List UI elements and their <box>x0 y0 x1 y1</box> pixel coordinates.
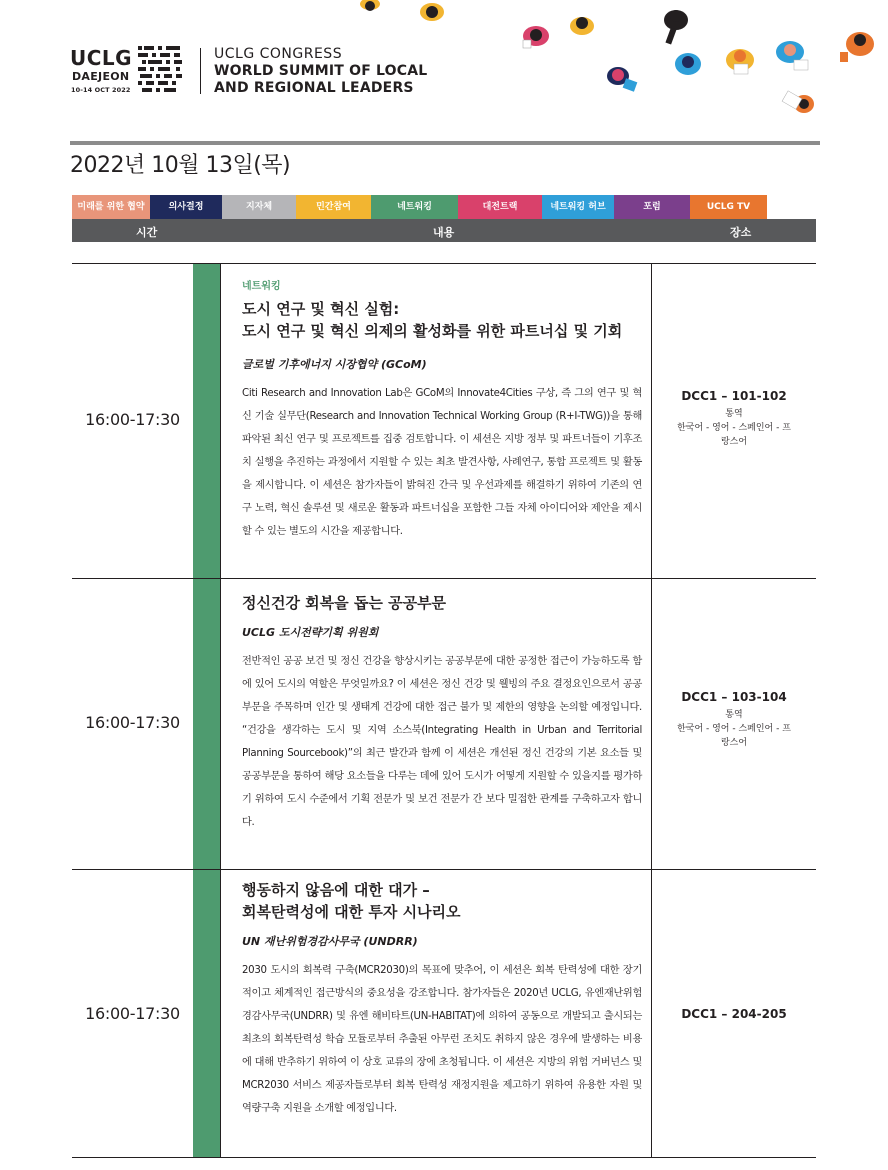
logo-pattern-icon <box>138 46 184 94</box>
session-description: 2030 도시의 회복력 구축(MCR2030)의 목표에 맞추어, 이 세션은 회복 탄력성에 대한 장기적이고 체계적인 접근방식의 중요성을 강조합니다. 참가자들은 2020년 UCLG, 유엔재난위험경감사무국(UNDRR) 및 유엔 해비타트(UN-HABITAT)에 의하여 공동으로 개발되고 출시되는 최초의 회복탄력성 학습 모듈로부터 추출된 아무런 조치도 취하지 않은 경우에 발생하는 비용에 대해 반추하기 위하여 이 상호 교류의 장에 초청됩니다. 이 세션은 지방의 위험 거버넌스 및 MCR2030 서비스 제공자들로부터 회복 탄력성 재정지원을 제고하기 위하여 유용한 자원 및 역량구축 지원을 소개할 예정입니다. <box>242 965 642 1114</box>
session-content <box>242 277 642 543</box>
person-figure-6 <box>664 10 688 45</box>
interpretation-languages: 한국어 - 영어 - 스페인어 - 프랑스어 <box>677 724 791 748</box>
session-row <box>72 263 816 578</box>
category-legend <box>72 195 767 219</box>
legend-tag-pact: 미래를 위한 협약 <box>72 195 150 219</box>
session-time: 16:00-17:30 <box>85 410 180 429</box>
session-row <box>72 869 816 1157</box>
person-figure-7 <box>675 53 701 75</box>
logo-city: DAEJEON <box>72 70 130 83</box>
session-row <box>72 578 816 869</box>
legend-tag-forum: 포럼 <box>614 195 690 219</box>
column-header-place: 장소 <box>730 226 752 239</box>
session-organizer: UN 재난위험경감사무국 (UNDRR) <box>242 935 418 948</box>
person-figure-4 <box>570 17 594 35</box>
session-time: 16:00-17:30 <box>85 713 180 732</box>
category-color-bar <box>193 579 220 869</box>
header-rule <box>70 141 820 145</box>
interpretation-label: 통역 <box>725 710 743 720</box>
category-color-bar <box>193 264 220 578</box>
session-title-line-1: 도시 연구 및 혁신 실험: <box>242 300 400 318</box>
person-figure-5 <box>607 67 637 92</box>
table-rule <box>72 1157 816 1158</box>
congress-line-2: WORLD SUMMIT OF LOCAL <box>214 63 428 79</box>
room-name: DCC1 – 103-104 <box>681 690 787 704</box>
session-time: 16:00-17:30 <box>85 1004 180 1023</box>
legend-tag-networking-hub: 네트워킹 허브 <box>542 195 614 219</box>
person-figure-11 <box>782 91 814 113</box>
column-header-bar <box>72 219 816 242</box>
column-divider <box>220 579 221 869</box>
person-figure-3 <box>523 26 549 48</box>
legend-tag-daejeon-track: 대전트랙 <box>458 195 542 219</box>
interpretation-label: 통역 <box>725 409 743 419</box>
column-header-time: 시간 <box>136 226 158 239</box>
room-name: DCC1 – 204-205 <box>681 1007 787 1021</box>
header-divider <box>200 48 201 94</box>
person-figure-1 <box>360 0 380 11</box>
person-figure-8 <box>726 49 754 74</box>
session-description: 전반적인 공공 보건 및 정신 건강을 향상시키는 공공부문에 대한 공정한 접근이 가능하도록 함에 있어 도시의 역할은 무엇일까요? 이 세션은 정신 건강 및 웰빙의 주요 결정요인으로서 공공부문을 주목하며 인간 및 생태계 건강에 대한 접근 불가 및 제한의 영향을 논의할 예정입니다. “건강을 생각하는 도시 및 지역 소스북(Integrating Health in Urban and Territorial Planning Sourcebook)”의 최근 발간과 함께 이 세션은 개선된 정신 건강의 기본 요소들 및 공공부문을 통하여 해당 요소들을 다루는 데에 있어 도시가 어떻게 지원할 수 있을지를 평가하기 위하여 도시 수준에서 기획 전문가 및 보건 전문가 간 보다 밀접한 관계를 구축하고자 합니다. <box>242 656 642 828</box>
session-category: 네트워킹 <box>242 281 281 292</box>
logo-date: 10-14 OCT 2022 <box>71 86 131 94</box>
person-figure-2 <box>420 3 444 21</box>
column-header-content: 내용 <box>433 226 455 239</box>
session-title-line-1: 정신건강 회복을 돕는 공공부문 <box>242 594 447 612</box>
session-room <box>652 1007 816 1021</box>
legend-tag-local-gov: 지자체 <box>222 195 296 219</box>
person-figure-9 <box>776 41 808 70</box>
congress-line-1: UCLG CONGRESS <box>214 46 343 62</box>
column-divider <box>220 870 221 1157</box>
session-organizer: 글로벌 기후에너지 시장협약 (GCoM) <box>242 358 427 371</box>
session-room <box>652 389 816 449</box>
people-illustration <box>340 0 888 125</box>
session-content <box>242 592 642 834</box>
session-title-line-2: 도시 연구 및 혁신 의제의 활성화를 위한 파트너십 및 기회 <box>242 322 623 340</box>
page-title: 2022년 10월 13일(목) <box>70 153 291 178</box>
logo-text: UCLG <box>70 46 133 70</box>
legend-tag-decision: 의사결정 <box>150 195 222 219</box>
legend-tag-networking: 네트워킹 <box>371 195 458 219</box>
congress-line-3: AND REGIONAL LEADERS <box>214 80 414 96</box>
session-organizer: UCLG 도시전략기획 위원회 <box>242 626 379 639</box>
session-title-line-2: 회복탄력성에 대한 투자 시나리오 <box>242 903 461 921</box>
category-color-bar <box>193 870 220 1157</box>
interpretation-languages: 한국어 - 영어 - 스페인어 - 프랑스어 <box>677 423 791 447</box>
legend-tag-uclg-tv: UCLG TV <box>690 195 767 219</box>
person-figure-10 <box>840 32 874 62</box>
column-divider <box>220 264 221 578</box>
legend-tag-private: 민간참여 <box>296 195 371 219</box>
session-description: Citi Research and Innovation Lab은 GCoM의 Innovate4Cities 구상, 즉 그의 연구 및 혁신 기술 실무단(Research and Innovation Technical Working Group (R+I-TWG))을 통해 파악된 최신 연구 및 프로젝트를 집중 검토합니다. 이 세션은 지방 정부 및 파트너들이 기후조치 실행을 추진하는 과정에서 지원할 수 있는 최초 발견사항, 사례연구, 통합 프로젝트 및 활동을 제시합니다. 이 세션은 참가자들이 밝혀진 간극 및 우선과제를 해결하기 위하여 기존의 연구 노력, 혁신 솔루션 및 새로운 활동과 파트너십을 포함한 그들 자체 아이디어와 제안을 제시할 수 있는 별도의 시간을 제공합니다. <box>242 388 642 537</box>
session-title-line-1: 행동하지 않음에 대한 대가 – <box>242 881 430 899</box>
session-content <box>242 879 642 1120</box>
room-name: DCC1 – 101-102 <box>681 389 787 403</box>
session-room <box>652 690 816 750</box>
